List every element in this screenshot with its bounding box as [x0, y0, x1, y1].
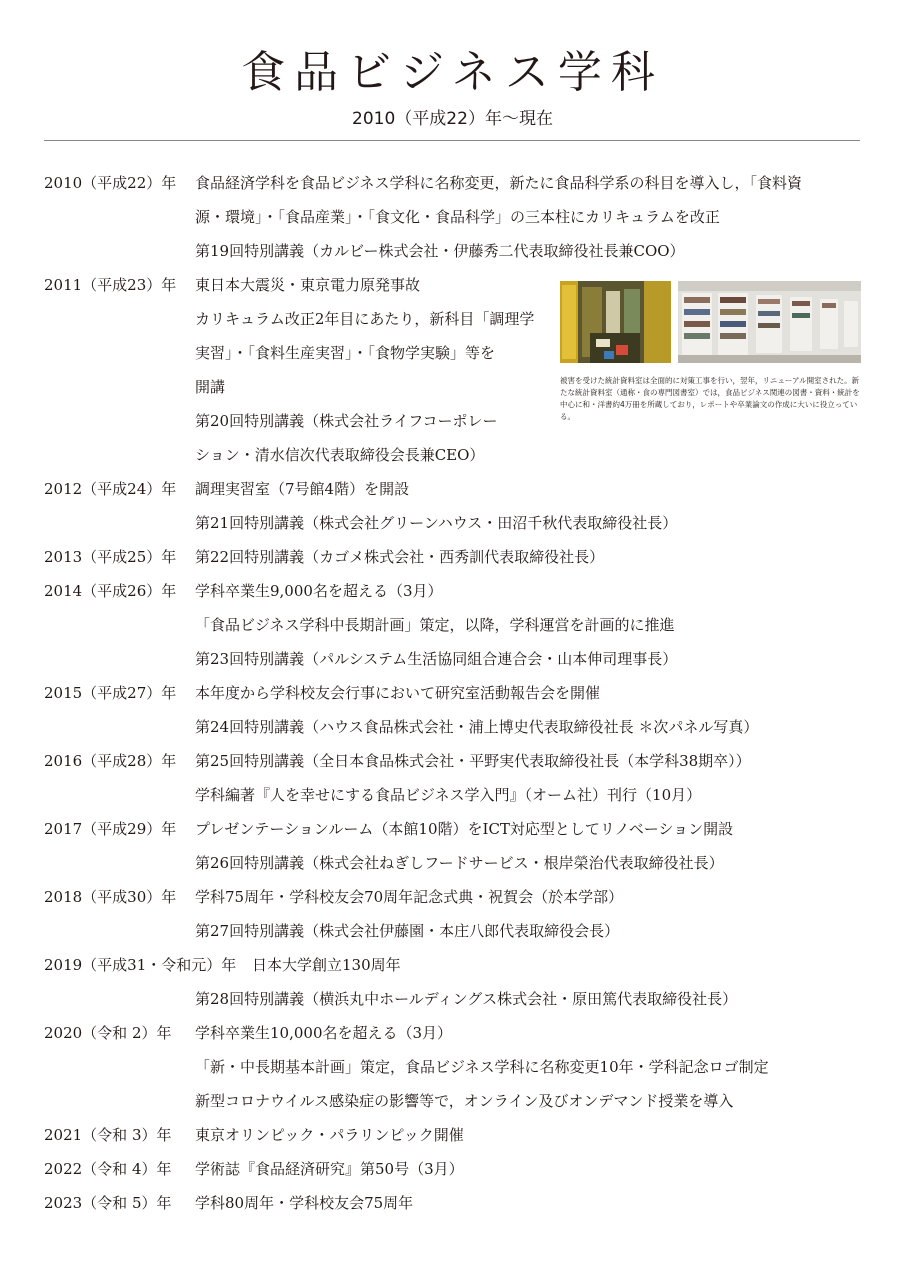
timeline-event: ション・清水信次代表取締役会長兼CEO） [195, 446, 485, 464]
timeline-year: 2020（令和 2）年 [44, 1024, 172, 1042]
timeline-event: 第26回特別講義（株式会社ねぎしフードサービス・根岸榮治代表取締役社長） [195, 854, 724, 872]
timeline-year: 2014（平成26）年 [44, 582, 177, 600]
timeline-row [0, 206, 905, 240]
timeline-event: 第24回特別講義（ハウス食品株式会社・浦上博史代表取締役社長 ＊次パネル写真） [195, 718, 759, 736]
timeline-row [0, 512, 905, 546]
title-divider [44, 140, 860, 141]
timeline-event: 第21回特別講義（株式会社グリーンハウス・田沼千秋代表取締役社長） [195, 514, 678, 532]
timeline-event: 第19回特別講義（カルビー株式会社・伊藤秀二代表取締役社長兼COO） [195, 242, 685, 260]
timeline-event: 第25回特別講義（全日本食品株式会社・平野実代表取締役社長（本学科38期卒）） [195, 752, 751, 770]
timeline-event: 実習」・「食料生産実習」・「食物学実験」等を [195, 344, 496, 362]
timeline-row [0, 682, 905, 716]
damaged-library-photo [560, 281, 671, 363]
timeline-year: 2023（令和 5）年 [44, 1194, 172, 1212]
timeline-event: 「食品ビジネス学科中長期計画」策定，以降，学科運営を計画的に推進 [195, 616, 675, 634]
timeline-year: 2016（平成28）年 [44, 752, 177, 770]
timeline-year: 2015（平成27）年 [44, 684, 177, 702]
timeline-event: 学術誌『食品経済研究』第50号（3月） [195, 1160, 464, 1178]
timeline-row [0, 784, 905, 818]
timeline-year: 2011（平成23）年 [44, 276, 177, 294]
timeline-year: 2021（令和 3）年 [44, 1126, 172, 1144]
timeline-event: 調理実習室（7号館4階）を開設 [195, 480, 410, 498]
timeline-event: 第27回特別講義（株式会社伊藤園・本庄八郎代表取締役会長） [195, 922, 620, 940]
page-title: 食品ビジネス学科 [241, 47, 664, 98]
timeline-event: 学科卒業生9,000名を超える（3月） [195, 582, 443, 600]
timeline-year: 2018（平成30）年 [44, 888, 177, 906]
timeline-event: 学科卒業生10,000名を超える（3月） [195, 1024, 453, 1042]
timeline-row [0, 920, 905, 954]
timeline-row [0, 172, 905, 206]
timeline-year: 2012（平成24）年 [44, 480, 177, 498]
timeline-row [0, 1090, 905, 1124]
timeline-event: 第23回特別講義（パルシステム生活協同組合連合会・山本伸司理事長） [195, 650, 678, 668]
timeline-row [0, 648, 905, 682]
timeline-event: 東京オリンピック・パラリンピック開催 [195, 1126, 464, 1144]
timeline-event: 第20回特別講義（株式会社ライフコーポレー [195, 412, 498, 430]
timeline-event: 食品経済学科を食品ビジネス学科に名称変更，新たに食品科学系の科目を導入し，「食料資 [195, 174, 803, 192]
timeline-row [0, 1022, 905, 1056]
timeline-event: プレゼンテーションルーム（本館10階）をICT対応型としてリノベーション開設 [195, 820, 734, 838]
timeline-row [0, 580, 905, 614]
timeline-row [0, 1158, 905, 1192]
timeline-row [0, 1056, 905, 1090]
timeline-row [0, 852, 905, 886]
timeline-row [0, 818, 905, 852]
timeline-row [0, 954, 905, 988]
timeline-row [0, 1124, 905, 1158]
timeline-year: 2010（平成22）年 [44, 174, 177, 192]
timeline-event: 学科編著『人を幸せにする食品ビジネス学入門』（オーム社）刊行（10月） [195, 786, 702, 804]
timeline-event: 日本大学創立130周年 [252, 956, 401, 974]
timeline-event: 新型コロナウイルス感染症の影響等で，オンライン及びオンデマンド授業を導入 [195, 1092, 734, 1110]
timeline-event: 学科80周年・学科校友会75周年 [195, 1194, 414, 1212]
timeline-event: 東日本大震災・東京電力原発事故 [195, 276, 421, 294]
timeline-row [0, 546, 905, 580]
timeline-event: 源・環境」・「食品産業」・「食文化・食品科学」の三本柱にカリキュラムを改正 [195, 208, 720, 226]
photo-caption: 被害を受けた統計資料室は全面的に対策工事を行い，翌年，リニューアル開室された。新たな統計資料室（通称・食の専門図書室）では，食品ビジネス関連の図書・資料・統計を中心に和・洋書約4万冊を所蔵しており，レポートや卒業論文の作成に大いに役立っている。 [560, 376, 860, 421]
timeline-event: 第22回特別講義（カゴメ株式会社・西秀訓代表取締役社長） [195, 548, 605, 566]
timeline-year: 2017（平成29）年 [44, 820, 177, 838]
page-subtitle: 2010（平成22）年～現在 [352, 109, 553, 129]
timeline-row [0, 988, 905, 1022]
timeline-year: 2013（平成25）年 [44, 548, 177, 566]
timeline-event: 学科75周年・学科校友会70周年記念式典・祝賀会（於本学部） [195, 888, 624, 906]
timeline-event: 本年度から学科校友会行事において研究室活動報告会を開催 [195, 684, 601, 702]
timeline-event: 開講 [195, 378, 226, 396]
timeline-row [0, 478, 905, 512]
timeline-event: 「新・中長期基本計画」策定，食品ビジネス学科に名称変更10年・学科記念ロゴ制定 [195, 1058, 769, 1076]
timeline-year: 2022（令和 4）年 [44, 1160, 172, 1178]
timeline-row [0, 614, 905, 648]
timeline-row [0, 750, 905, 784]
timeline-row [0, 1192, 905, 1226]
timeline-row [0, 240, 905, 274]
timeline-year: 2019（平成31・令和元）年 [44, 956, 237, 974]
timeline-row [0, 444, 905, 478]
timeline-event: 第28回特別講義（横浜丸中ホールディングス株式会社・原田篤代表取締役社長） [195, 990, 738, 1008]
renewed-library-photo [678, 281, 861, 363]
timeline-row [0, 886, 905, 920]
timeline-row [0, 716, 905, 750]
timeline-event: カリキュラム改正2年目にあたり，新科目「調理学 [195, 310, 535, 328]
